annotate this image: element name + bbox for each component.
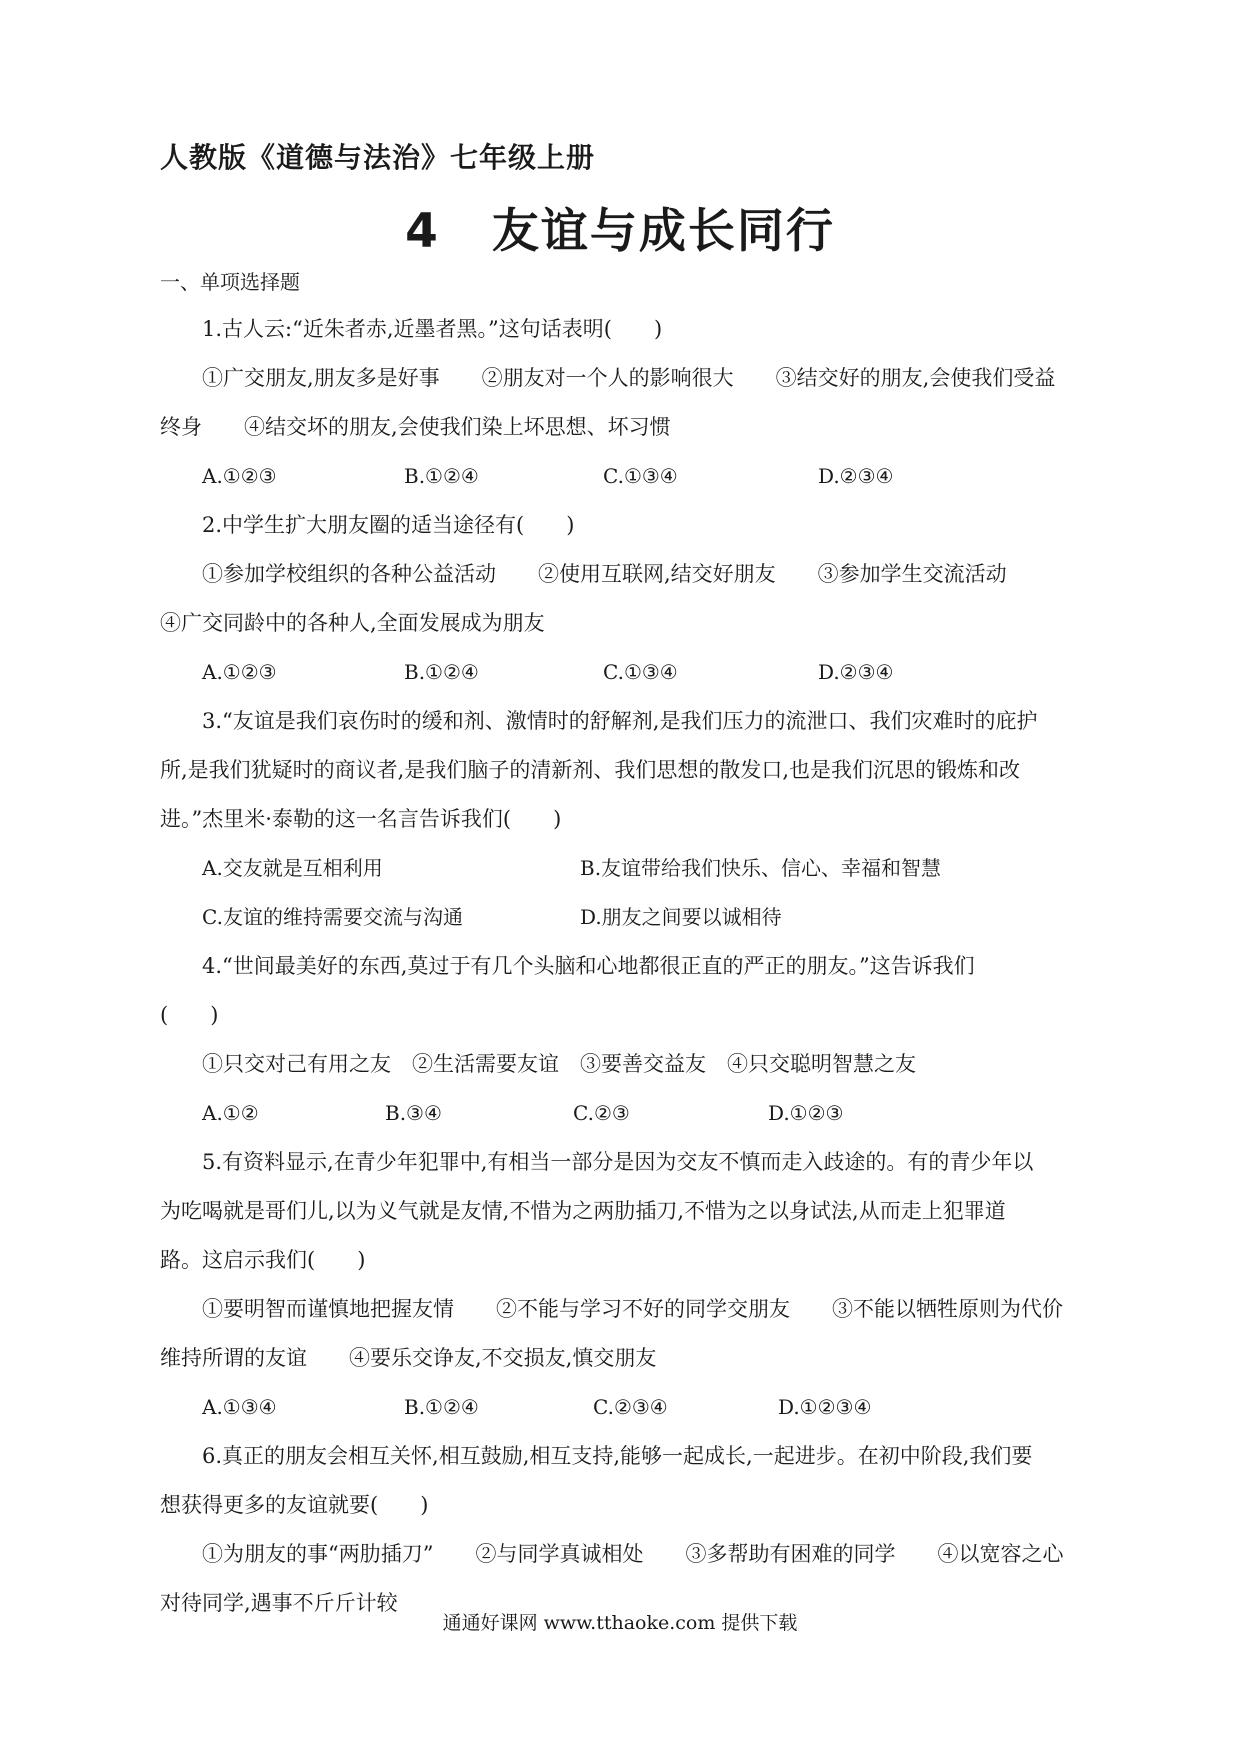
option-a: A.①②③ — [202, 660, 277, 684]
question-statement: ①要明智而谨慎地把握友情 ②不能与学习不好的同学交朋友 ③不能以牺牲原则为代价 — [202, 1297, 1063, 1321]
book-title: 人教版《道德与法治》七年级上册 — [160, 141, 596, 174]
question-statement: 终身 ④结交坏的朋友,会使我们染上坏思想、坏习惯 — [160, 415, 671, 439]
question-statement: ①只交对己有用之友 ②生活需要友谊 ③要善交益友 ④只交聪明智慧之友 — [202, 1052, 916, 1076]
question-stem: 4.“世间最美好的东西,莫过于有几个头脑和心地都很正直的严正的朋友。”这告诉我们 — [202, 954, 975, 978]
question-statement: ④广交同龄中的各种人,全面发展成为朋友 — [160, 611, 545, 635]
option-b: B.①②④ — [404, 464, 479, 488]
option-c: C.①③④ — [603, 464, 678, 488]
question-stem-continued: 进。”杰里米·泰勒的这一名言告诉我们( ) — [160, 807, 562, 831]
option-b: B.①②④ — [404, 1395, 479, 1419]
option-b: B.③④ — [385, 1101, 442, 1125]
option-c: C.①③④ — [603, 660, 678, 684]
answer-options — [160, 648, 1080, 697]
question-stem: 2.中学生扩大朋友圈的适当途径有( ) — [202, 513, 575, 537]
answer-options — [160, 844, 1080, 893]
question-stem-continued: 路。这启示我们( ) — [160, 1248, 366, 1272]
option-b: B.友谊带给我们快乐、信心、幸福和智慧 — [580, 856, 942, 880]
question-statement: 维持所谓的友谊 ④要乐交诤友,不交损友,慎交朋友 — [160, 1346, 657, 1370]
option-d: D.②③④ — [818, 660, 894, 684]
question-stem-continued: 为吃喝就是哥们儿,以为义气就是友情,不惜为之两肋插刀,不惜为之以身试法,从而走上犯罪道 — [160, 1199, 1006, 1223]
page-footer: 通通好课网 www.tthaoke.com 提供下载 — [442, 1612, 798, 1634]
option-a: A.交友就是互相利用 — [202, 856, 383, 880]
question — [160, 305, 1080, 501]
option-d: D.朋友之间要以诚相待 — [580, 905, 782, 929]
question-statement: ①广交朋友,朋友多是好事 ②朋友对一个人的影响很大 ③结交好的朋友,会使我们受益 — [202, 366, 1056, 390]
question-stem: 1.古人云:“近朱者赤,近墨者黑。”这句话表明( ) — [202, 317, 663, 341]
question — [160, 1432, 1080, 1628]
question-stem-continued: 所,是我们犹疑时的商议者,是我们脑子的清新剂、我们思想的散发口,也是我们沉思的锻炼和改 — [160, 758, 1021, 782]
question-list — [160, 305, 1080, 1628]
chapter-number: 4 — [405, 204, 440, 259]
option-a: A.①③④ — [202, 1395, 277, 1419]
question-statement: 对待同学,遇事不斤斤计较 — [160, 1591, 398, 1615]
option-b: B.①②④ — [404, 660, 479, 684]
option-c: C.友谊的维持需要交流与沟通 — [202, 905, 463, 929]
option-d: D.①②③④ — [778, 1395, 872, 1419]
question-stem-continued: ( ) — [160, 1003, 219, 1027]
question-stem: 3.“友谊是我们哀伤时的缓和剂、激情时的舒解剂,是我们压力的流泄口、我们灾难时的庇护 — [202, 709, 1038, 733]
question — [160, 1138, 1080, 1432]
option-c: C.②③ — [573, 1101, 630, 1125]
question-stem-continued: 想获得更多的友谊就要( ) — [160, 1493, 429, 1517]
option-d: D.②③④ — [818, 464, 894, 488]
option-a: A.①②③ — [202, 464, 277, 488]
option-a: A.①② — [202, 1101, 259, 1125]
question-stem: 6.真正的朋友会相互关怀,相互鼓励,相互支持,能够一起成长,一起进步。在初中阶段,我们要 — [202, 1444, 1033, 1468]
question-stem: 5.有资料显示,在青少年犯罪中,有相当一部分是因为交友不慎而走入歧途的。有的青少年以 — [202, 1150, 1034, 1174]
chapter-title — [0, 194, 1240, 261]
question-statement: ①为朋友的事“两肋插刀” ②与同学真诚相处 ③多帮助有困难的同学 ④以宽容之心 — [202, 1542, 1064, 1566]
section-heading: 一、单项选择题 — [160, 270, 300, 294]
option-d: D.①②③ — [768, 1101, 844, 1125]
answer-options — [160, 1089, 1080, 1138]
chapter-name: 友谊与成长同行 — [491, 204, 835, 259]
option-c: C.②③④ — [593, 1395, 668, 1419]
answer-options — [160, 452, 1080, 501]
question-statement: ①参加学校组织的各种公益活动 ②使用互联网,结交好朋友 ③参加学生交流活动 — [202, 562, 1007, 586]
question — [160, 501, 1080, 697]
question — [160, 942, 1080, 1138]
question — [160, 697, 1080, 942]
answer-options — [160, 1383, 1080, 1432]
answer-options — [160, 893, 1080, 942]
